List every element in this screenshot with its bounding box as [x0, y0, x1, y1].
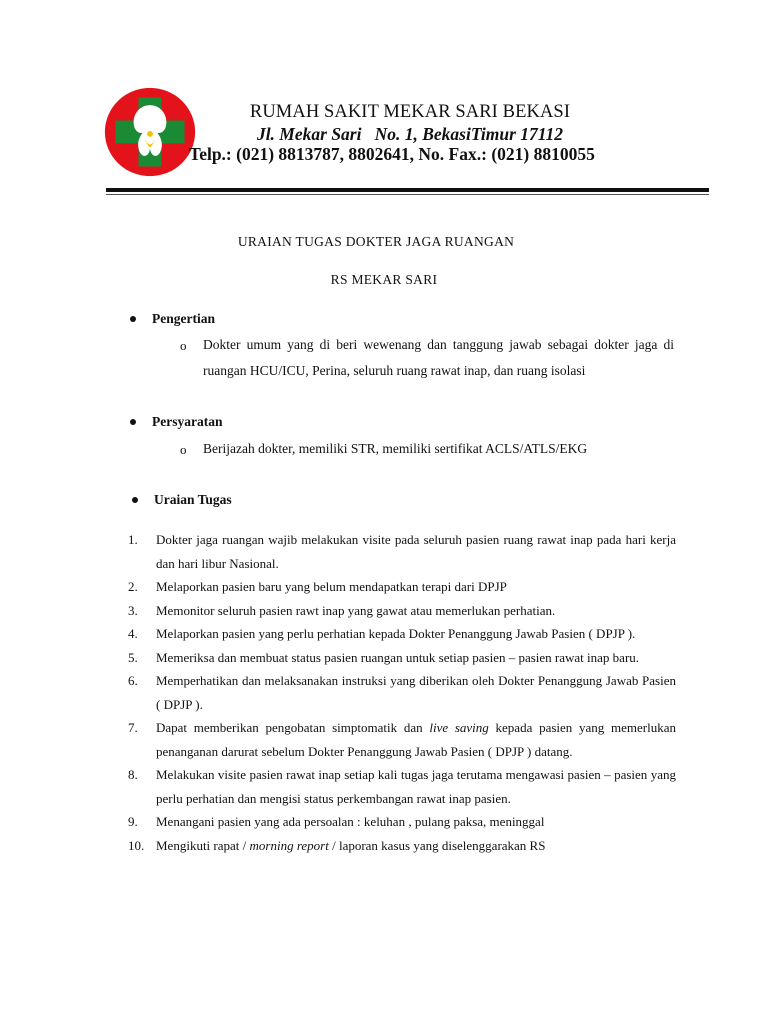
section-heading-label: Pengertian: [152, 311, 215, 326]
section-persyaratan-heading: [130, 414, 222, 430]
duty-number: 6.: [128, 673, 138, 688]
duty-text: Melakukan visite pasien rawat inap setiap kali tugas jaga terutama mengawasi pasien – pasien yang perlu perhatian dan mengisi status perkembangan rawat inap pasien.: [156, 767, 676, 806]
duty-item: [128, 716, 676, 763]
duty-text-emphasis: live saving: [429, 720, 489, 735]
persyaratan-text: Berijazah dokter, memiliki STR, memiliki sertifikat ACLS/ATLS/EKG: [203, 441, 588, 456]
hospital-address: Jl. Mekar Sari No. 1, BekasiTimur 17112: [256, 124, 564, 144]
duty-text: Melaporkan pasien yang perlu perhatian kepada Dokter Penanggung Jawab Pasien ( DPJP ).: [156, 626, 636, 641]
duty-number: 3.: [128, 602, 138, 618]
duty-text-emphasis: morning report: [249, 837, 329, 853]
letterhead-divider-thin: [106, 194, 709, 195]
duty-text-part: Mengikuti rapat /: [156, 837, 250, 853]
sub-bullet-marker: o: [180, 338, 187, 353]
bullet-icon: [130, 419, 136, 425]
bullet-icon: [132, 497, 138, 503]
document-subtitle: RS MEKAR SARI: [330, 272, 438, 287]
duty-number: 8.: [128, 767, 138, 782]
duty-item: [128, 646, 676, 670]
duty-text: Memeriksa dan membuat status pasien ruangan untuk setiap pasien – pasien rawat inap baru.: [156, 649, 640, 665]
hospital-contact: Telp.: (021) 8813787, 8802641, No. Fax.: (021) 8810055: [189, 144, 595, 164]
duty-text: Memperhatikan dan melaksanakan instruksi yang diberikan oleh Dokter Penanggung Jawab Pasien ( DPJP ).: [156, 673, 676, 712]
duty-number: 7.: [128, 720, 138, 735]
duty-item: [128, 575, 676, 599]
duty-number: 1.: [128, 532, 138, 547]
duty-item: [128, 763, 676, 810]
duty-text: Menangani pasien yang ada persoalan : keluhan , pulang paksa, meninggal: [156, 814, 545, 829]
duty-item: [128, 669, 676, 716]
hospital-name: RUMAH SAKIT MEKAR SARI BEKASI: [249, 102, 571, 122]
duty-text: Melaporkan pasien baru yang belum mendapatkan terapi dari DPJP: [156, 579, 507, 594]
duty-text-part: / laporan kasus yang diselenggarakan RS: [328, 837, 546, 853]
duties-list: [128, 528, 676, 857]
section-heading-label: Uraian Tugas: [154, 492, 232, 507]
duty-text: [156, 716, 676, 763]
duty-number: 2.: [128, 579, 138, 594]
duty-number: 10.: [128, 837, 145, 853]
sub-bullet-marker: o: [180, 442, 187, 457]
duty-item: [128, 622, 676, 646]
duty-item: [128, 599, 676, 623]
duty-text: [156, 834, 676, 858]
section-heading-label: Persyaratan: [152, 414, 223, 429]
duty-text: Dokter jaga ruangan wajib melakukan visite pada seluruh pasien ruang rawat inap pada hari kerja dan hari libur Nasional.: [156, 532, 676, 571]
duty-text: Memonitor seluruh pasien rawt inap yang gawat atau memerlukan perhatian.: [156, 602, 556, 618]
duty-number: 4.: [128, 626, 138, 641]
duty-item: [128, 834, 676, 858]
section-uraian-heading: [132, 492, 232, 508]
duty-text-part: kepada pasien yang memerlukan penanganan darurat sebelum Dokter Penanggung Jawab Pasien ( DPJP ) datang.: [156, 720, 676, 759]
duty-text-part: Dapat memberikan pengobatan simptomatik dan: [156, 720, 430, 735]
duty-item: [128, 810, 676, 834]
duty-number: 9.: [128, 814, 138, 829]
duty-number: 5.: [128, 649, 138, 665]
section-pengertian-heading: [130, 311, 215, 327]
document-title: URAIAN TUGAS DOKTER JAGA RUANGAN: [237, 234, 515, 249]
bullet-icon: [130, 316, 136, 322]
duty-item: [128, 528, 676, 575]
letterhead-divider: [106, 188, 709, 192]
letterhead: [170, 100, 650, 164]
pengertian-text: Dokter umum yang di beri wewenang dan tanggung jawab sebagai dokter jaga di ruangan HCU/ICU, Perina, seluruh ruang rawat inap, dan ruang isolasi: [203, 337, 674, 378]
